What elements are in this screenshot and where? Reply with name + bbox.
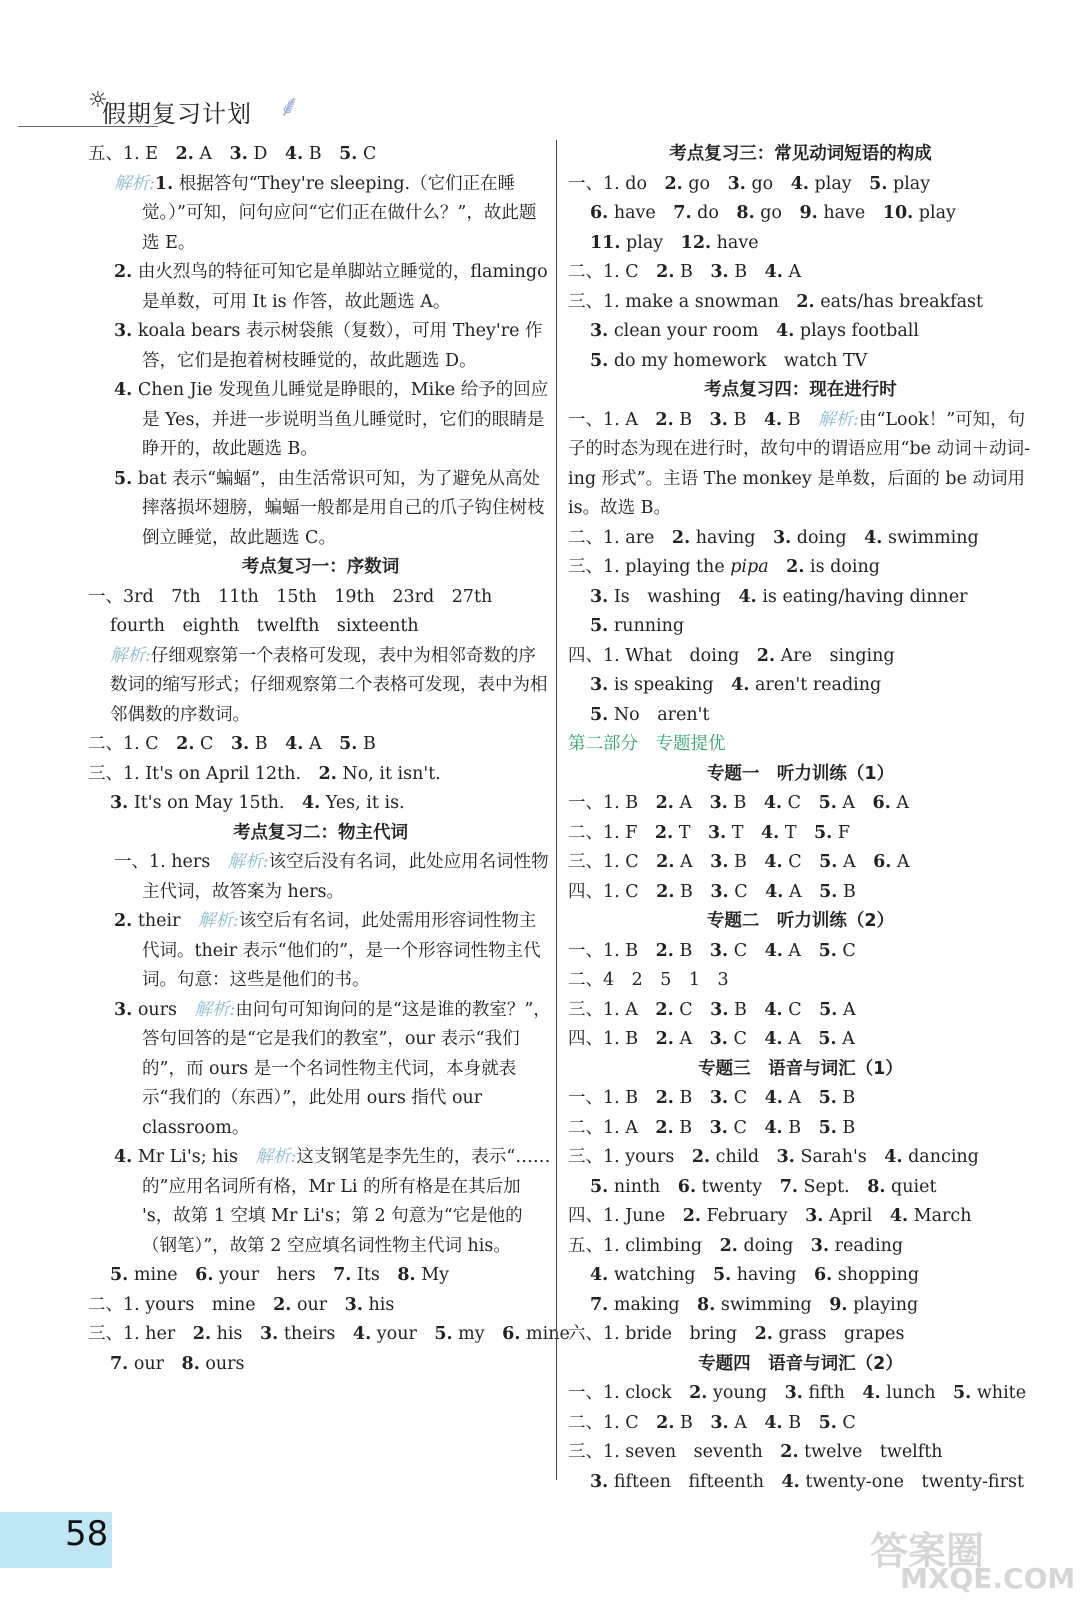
answer-line: 一、1. clock 2. young 3. fifth 4. lunch 5. white bbox=[568, 1383, 1027, 1403]
answer-line: 二、1. F 2. T 3. T 4. T 5. F bbox=[568, 822, 850, 843]
section-heading: 专题四 语音与词汇（2） bbox=[698, 1353, 903, 1374]
answer-line: 4. Mr Li's; his 解析:这支钢笔是李先生的，表示“……的”应用名词所有格，Mr Li 的所有格是在其后加 's，故第 1 空填 Mr Li's；第 2 句意为“它是他的（钢笔）”，故第 2 空应填名词性物主代词 his。 bbox=[114, 1147, 551, 1256]
answer-line: 5. bat 表示“蝙蝠”，由生活常识可知，为了避免从高处摔落损坏翅膀，蝙蝠一般都是用自己的爪子钩住树枝倒立睡觉，故此题选 C。 bbox=[114, 468, 545, 548]
answer-line: fourth eighth twelfth sixteenth bbox=[110, 616, 419, 636]
answer-line: 2. their 解析:该空后有名词，此处需用形容词性物主代词。their 表示“他们的”，是一个形容词性物主代词。句意：这些是他们的书。 bbox=[114, 911, 541, 990]
answer-line: 6. have 7. do 8. go 9. have 10. play bbox=[590, 203, 956, 223]
section-heading: 专题二 听力训练（2） bbox=[706, 911, 895, 931]
answer-line: 二、1. yours mine 2. our 3. his bbox=[88, 1294, 395, 1315]
answer-line: 5. No aren't bbox=[590, 704, 710, 725]
answer-line: 一、1. hers 解析:该空后没有名词，此处应用名词性物主代词，故答案为 hers。 bbox=[114, 852, 549, 902]
answer-line: 7. making 8. swimming 9. playing bbox=[590, 1294, 919, 1315]
answer-line: 5. mine 6. your hers 7. Its 8. My bbox=[110, 1265, 449, 1285]
page-header bbox=[88, 88, 348, 138]
answer-line: 二、1. A 2. B 3. C 4. B 5. B bbox=[568, 1117, 856, 1138]
answer-line: 3. It's on May 15th. 4. Yes, it is. bbox=[110, 793, 405, 813]
answer-line: 3. clean your room 4. plays football bbox=[590, 321, 919, 341]
answer-line: 5. running bbox=[590, 616, 685, 636]
left-column bbox=[88, 140, 570, 1379]
answer-line: 2. 由火烈鸟的特征可知它是单脚站立睡觉的，flamingo 是单数，可用 It is 作答，故此题选 A。 bbox=[114, 262, 548, 312]
answer-line: 11. play 12. have bbox=[590, 232, 759, 253]
answer-line: 解析:1. 根据答句“They're sleeping.（它们正在睡觉。）”可知，问句应问“它们正在做什么？”，故此题选 E。 bbox=[114, 173, 537, 253]
answer-line: 一、1. B 2. B 3. C 4. A 5. C bbox=[568, 940, 856, 961]
answer-line: 五、1. climbing 2. doing 3. reading bbox=[568, 1235, 904, 1256]
answer-line: 二、1. C 2. C 3. B 4. A 5. B bbox=[88, 734, 376, 754]
answer-line: 3. ours 解析:由问句可知询问的是“这是谁的教室？”，答句回答的是“它是我们的教室”，our 表示“我们的”，而 ours 是一个名词性物主代词，本身就表示“我们的（东西）”，此处用 ours 指代 our classroom。 bbox=[114, 999, 551, 1138]
answer-line: 一、1. B 2. B 3. C 4. A 5. B bbox=[568, 1088, 856, 1108]
section-heading: 专题一 听力训练（1） bbox=[706, 763, 895, 784]
answer-line: 一、1. B 2. A 3. B 4. C 5. A 6. A bbox=[568, 793, 910, 813]
answer-line: 一、1. do 2. go 3. go 4. play 5. play bbox=[568, 173, 931, 194]
answer-line: 5. do my homework watch TV bbox=[590, 350, 868, 371]
answer-line: 三、1. seven seventh 2. twelve twelfth bbox=[568, 1442, 943, 1462]
section-heading: 考点复习四：现在进行时 bbox=[704, 380, 897, 400]
answer-line: 3. is speaking 4. aren't reading bbox=[590, 675, 882, 695]
answer-line: 解析:仔细观察第一个表格可发现，表中为相邻奇数的序数词的缩写形式；仔细观察第二个表格可发现，表中为相邻偶数的序数词。 bbox=[110, 645, 548, 725]
answer-line: 五、1. E 2. A 3. D 4. B 5. C bbox=[88, 144, 377, 164]
answer-line: 3. Is washing 4. is eating/having dinner bbox=[590, 586, 968, 607]
answer-line: 四、1. What doing 2. Are singing bbox=[568, 645, 895, 666]
answer-line: 六、1. bride bring 2. grass grapes bbox=[568, 1324, 905, 1344]
watermark-logo: 答案圈 bbox=[870, 1529, 985, 1573]
answer-line: 三、1. A 2. C 3. B 4. C 5. A bbox=[568, 999, 856, 1020]
answer-line: 3. koala bears 表示树袋熊（复数），可用 They're 作答，它们是抱着树枝睡觉的，故此题选 D。 bbox=[114, 321, 543, 371]
header-rule bbox=[18, 126, 158, 127]
answer-line: 4. watching 5. having 6. shopping bbox=[590, 1265, 920, 1285]
sun-icon: ☼ bbox=[88, 88, 108, 113]
answer-line: 3. fifteen fifteenth 4. twenty-one twenty-first bbox=[590, 1471, 1024, 1492]
watermark-url: MXQE.COM bbox=[900, 1562, 1076, 1595]
answer-line: 三、1. playing the pipa 2. is doing bbox=[568, 557, 880, 577]
answer-line: 三、1. make a snowman 2. eats/has breakfast bbox=[568, 291, 984, 312]
column-divider bbox=[556, 140, 557, 1480]
page-number: 58 bbox=[65, 1514, 109, 1554]
answer-line: 二、1. C 2. B 3. B 4. A bbox=[568, 262, 802, 282]
answer-line: 三、1. yours 2. child 3. Sarah's 4. dancing bbox=[568, 1147, 979, 1167]
answer-line: 三、1. her 2. his 3. theirs 4. your 5. my 6. mine bbox=[88, 1324, 570, 1344]
section-heading: 专题三 语音与词汇（1） bbox=[698, 1058, 903, 1079]
header-title: 假期复习计划 bbox=[102, 100, 252, 128]
answer-line: 四、1. C 2. B 3. C 4. A 5. B bbox=[568, 881, 856, 902]
answer-line: 二、1. C 2. B 3. A 4. B 5. C bbox=[568, 1412, 856, 1433]
answer-line: 第二部分 专题提优 bbox=[568, 734, 726, 754]
section-heading: 考点复习二：物主代词 bbox=[233, 822, 408, 843]
answer-line: 一、3rd 7th 11th 15th 19th 23rd 27th bbox=[88, 586, 493, 607]
answer-line: 二、4 2 5 1 3 bbox=[568, 970, 729, 990]
answer-line: 三、1. C 2. A 3. B 4. C 5. A 6. A bbox=[568, 852, 910, 872]
section-heading: 考点复习一：序数词 bbox=[241, 557, 400, 577]
answer-line: 四、1. B 2. A 3. C 4. A 5. A bbox=[568, 1029, 855, 1049]
answer-line: 三、1. It's on April 12th. 2. No, it isn't. bbox=[88, 763, 441, 784]
right-column bbox=[568, 140, 1033, 1497]
answer-line: 4. Chen Jie 发现鱼儿睡觉是睁眼的，Mike 给予的回应是 Yes，并进一步说明当鱼儿睡觉时，它们的眼睛是睁开的，故此题选 B。 bbox=[114, 380, 549, 459]
answer-line: 7. our 8. ours bbox=[110, 1353, 245, 1374]
answer-line: 一、1. A 2. B 3. B 4. B 解析:由“Look！”可知，句子的时态为现在进行时，故句中的谓语应用“be 动词＋动词-ing 形式”。主语 The monkey 是单数，后面的 be 动词用 is。故选 B。 bbox=[568, 409, 1030, 518]
answer-line: 四、1. June 2. February 3. April 4. March bbox=[568, 1206, 972, 1226]
answer-line: 5. ninth 6. twenty 7. Sept. 8. quiet bbox=[590, 1176, 937, 1197]
palm-tree-icon: ⸙ bbox=[278, 89, 301, 124]
section-heading: 考点复习三：常见动词短语的构成 bbox=[669, 144, 932, 164]
answer-line: 二、1. are 2. having 3. doing 4. swimming bbox=[568, 527, 979, 548]
